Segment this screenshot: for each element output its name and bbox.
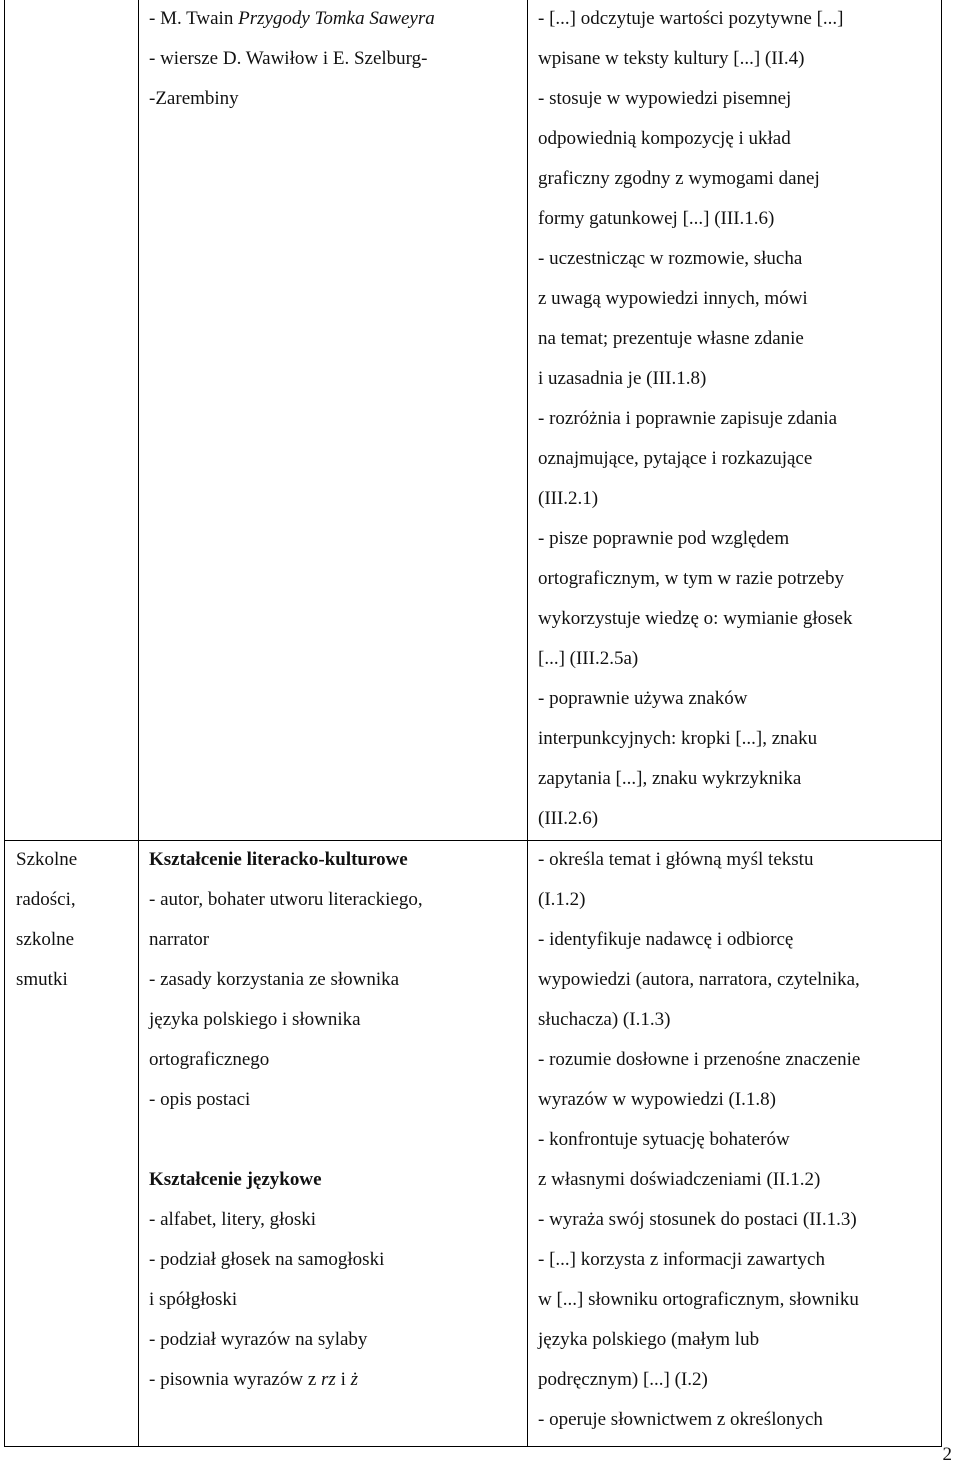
row2-col1-cell (16, 840, 77, 1000)
text-line: z uwagą wypowiedzi innych, mówi (538, 288, 808, 309)
text-line: - pisownia wyrazów z rz i ż (149, 1369, 358, 1390)
text-line: - operuje słownictwem z określonych (538, 1409, 823, 1430)
text-line: (III.2.1) (538, 488, 599, 509)
row1-col3-cell (538, 0, 852, 839)
text-line: - wiersze D. Wawiłow i E. Szelburg- (149, 48, 428, 69)
text-line: ortograficznego (149, 1049, 270, 1070)
text-line: - identyfikuje nadawcę i odbiorcę (538, 929, 794, 950)
text-line: -Zarembiny (149, 88, 239, 109)
text-line: - [...] odczytuje wartości pozytywne [...] (538, 8, 844, 29)
section-heading: Kształcenie językowe (149, 1169, 322, 1190)
text-line: wyrazów w wypowiedzi (I.1.8) (538, 1089, 776, 1110)
row2-col2-cell (149, 840, 423, 1400)
text-line: narrator (149, 929, 210, 950)
table-border-right (941, 0, 942, 1446)
text-line: odpowiednią kompozycję i układ (538, 128, 791, 149)
text-line: z własnymi doświadczeniami (II.1.2) (538, 1169, 821, 1190)
table-border-bottom (4, 1446, 942, 1447)
text-line: (III.2.6) (538, 808, 599, 829)
text-line: i uzasadnia je (III.1.8) (538, 368, 707, 389)
text-line: - uczestnicząc w rozmowie, słucha (538, 248, 803, 269)
text-line: - stosuje w wypowiedzi pisemnej (538, 88, 792, 109)
text-line: - alfabet, litery, głoski (149, 1209, 317, 1230)
table-divider-1 (138, 0, 139, 1446)
topic-line: Szkolne (16, 849, 78, 870)
row1-col2-cell (149, 0, 435, 119)
text-line: - podział głosek na samogłoski (149, 1249, 385, 1270)
text-line: [...] (III.2.5a) (538, 648, 639, 669)
book-title: Przygody Tomka Saweyra (238, 8, 435, 29)
topic-line: smutki (16, 969, 68, 990)
text-line: wpisane w teksty kultury [...] (II.4) (538, 48, 805, 69)
text-line: - rozróżnia i poprawnie zapisuje zdania (538, 408, 838, 429)
italic-z: ż (350, 1369, 358, 1390)
text-line: - rozumie dosłowne i przenośne znaczenie (538, 1049, 861, 1070)
text-line: i spółgłoski (149, 1289, 238, 1310)
text-line: wypowiedzi (autora, narratora, czytelnika, (538, 969, 860, 990)
text-line: - określa temat i główną myśl tekstu (538, 849, 814, 870)
text-line: ortograficznym, w tym w razie potrzeby (538, 568, 844, 589)
table-border-left (4, 0, 5, 1446)
text-line: formy gatunkowej [...] (III.1.6) (538, 208, 775, 229)
text-line: w [...] słowniku ortograficznym, słowniku (538, 1289, 859, 1310)
text-line: oznajmujące, pytające i rozkazujące (538, 448, 813, 469)
text-line: słuchacza) (I.1.3) (538, 1009, 671, 1030)
blank-line (149, 1120, 423, 1160)
text-line: - wyraża swój stosunek do postaci (II.1.3) (538, 1209, 857, 1230)
row2-col3-cell (538, 840, 860, 1440)
text-line: - poprawnie używa znaków (538, 688, 748, 709)
text-line: - pisze poprawnie pod względem (538, 528, 790, 549)
text-line: języka polskiego (małym lub (538, 1329, 760, 1350)
topic-line: radości, (16, 889, 76, 910)
text-line: - podział wyrazów na sylaby (149, 1329, 368, 1350)
text-line: języka polskiego i słownika (149, 1009, 361, 1030)
text-line: (I.1.2) (538, 889, 586, 910)
text-line: na temat; prezentuje własne zdanie (538, 328, 804, 349)
italic-rz: rz (321, 1369, 336, 1390)
table-divider-2 (527, 0, 528, 1446)
text-line: podręcznym) [...] (I.2) (538, 1369, 708, 1390)
text-line: interpunkcyjnych: kropki [...], znaku (538, 728, 818, 749)
text-line: - [...] korzysta z informacji zawartych (538, 1249, 825, 1270)
text-line: - zasady korzystania ze słownika (149, 969, 400, 990)
text-line: - konfrontuje sytuację bohaterów (538, 1129, 790, 1150)
topic-line: szkolne (16, 929, 75, 950)
text-line: zapytania [...], znaku wykrzyknika (538, 768, 802, 789)
text-line: - opis postaci (149, 1089, 251, 1110)
text-line: graficzny zgodny z wymogami danej (538, 168, 820, 189)
text-line: - autor, bohater utworu literackiego, (149, 889, 423, 910)
page-number: 2 (942, 1444, 952, 1465)
text-line: - M. Twain Przygody Tomka Saweyra (149, 8, 435, 29)
section-heading: Kształcenie literacko-kulturowe (149, 849, 408, 870)
text-line: wykorzystuje wiedzę o: wymianie głosek (538, 608, 853, 629)
